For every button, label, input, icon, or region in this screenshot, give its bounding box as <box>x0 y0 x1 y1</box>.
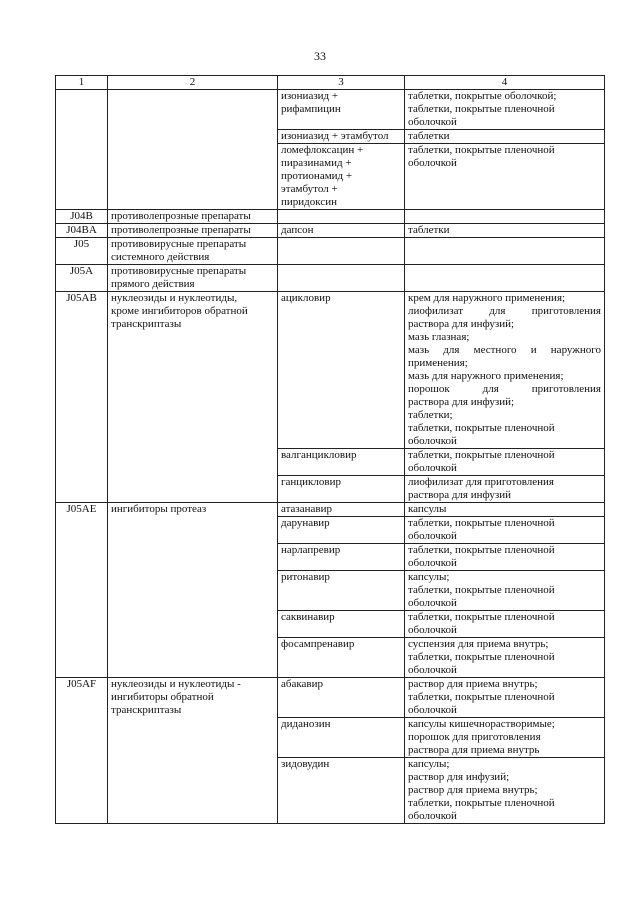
text-line: ритонавир <box>281 571 330 583</box>
dosage-form-line: оболочкой <box>408 597 457 609</box>
dosage-form-line: порошок для приготовления <box>408 731 541 743</box>
dosage-form-line: мазь глазная; <box>408 331 470 343</box>
text-line: ацикловир <box>281 292 331 304</box>
dosage-form-cell <box>405 611 605 638</box>
text-line: пиридоксин <box>281 196 337 208</box>
table-row <box>56 503 605 517</box>
text-line: кроме ингибиторов обратной <box>111 305 248 317</box>
dosage-form-line: таблетки, покрытые пленочной <box>408 422 555 434</box>
dosage-form-line: оболочкой <box>408 704 457 716</box>
drug-name-cell <box>278 224 405 238</box>
text-line: дапсон <box>281 224 314 236</box>
dosage-form-cell <box>405 449 605 476</box>
drug-name-cell <box>278 718 405 758</box>
text-line: рифампицин <box>281 103 341 115</box>
text-line: саквинавир <box>281 611 335 623</box>
dosage-form-line: оболочкой <box>408 557 457 569</box>
text-line: транскриптазы <box>111 704 182 716</box>
dosage-form-cell <box>405 144 605 210</box>
drug-name-cell <box>278 144 405 210</box>
dosage-form-line: суспензия для приема внутрь; <box>408 638 549 650</box>
dosage-form-line: таблетки, покрытые пленочной <box>408 144 555 156</box>
column-header: 1 <box>56 76 108 90</box>
dosage-form-line: раствор для приема внутрь; <box>408 784 538 796</box>
group-name-cell <box>108 210 278 224</box>
table-row <box>56 678 605 718</box>
text-line: диданозин <box>281 718 331 730</box>
dosage-form-cell <box>405 130 605 144</box>
text-line: фосампренавир <box>281 638 355 650</box>
column-header: 3 <box>278 76 405 90</box>
text-line: изониазид + <box>281 90 339 102</box>
drug-table <box>55 75 605 824</box>
drug-name-cell <box>278 571 405 611</box>
dosage-form-line: раствора для приема внутрь <box>408 744 540 756</box>
group-name-cell <box>108 224 278 238</box>
group-name-cell <box>108 265 278 292</box>
table-row <box>56 224 605 238</box>
text-line: дарунавир <box>281 517 330 529</box>
atc-code-cell <box>56 90 108 210</box>
atc-code-cell: J05 <box>56 238 108 265</box>
text-line: атазанавир <box>281 503 332 515</box>
dosage-form-line: капсулы кишечнорастворимые; <box>408 718 555 730</box>
dosage-form-line: таблетки, покрытые пленочной <box>408 544 555 556</box>
page-number: 33 <box>314 49 326 63</box>
dosage-form-line: оболочкой <box>408 462 457 474</box>
table-row <box>56 238 605 265</box>
dosage-form-line: оболочкой <box>408 664 457 676</box>
drug-name-cell <box>278 611 405 638</box>
dosage-form-cell <box>405 503 605 517</box>
dosage-form-line: порошок для приготовления <box>408 383 601 395</box>
dosage-form-line: оболочкой <box>408 157 457 169</box>
atc-code-cell: J05AF <box>56 678 108 824</box>
dosage-form-line: мазь для местного и наружного <box>408 344 601 356</box>
dosage-form-cell <box>405 517 605 544</box>
table-header-row <box>56 76 605 90</box>
text-line: ганцикловир <box>281 476 341 488</box>
text-line: нуклеозиды и нуклеотиды - <box>111 678 241 690</box>
text-line: противолепрозные препараты <box>111 224 251 236</box>
dosage-form-line: раствора для инфузий; <box>408 396 515 408</box>
dosage-form-line: таблетки, покрытые пленочной <box>408 449 555 461</box>
dosage-form-line: таблетки; <box>408 409 453 421</box>
dosage-form-line: таблетки, покрытые пленочной <box>408 584 555 596</box>
dosage-form-line: оболочкой <box>408 624 457 636</box>
dosage-form-cell <box>405 210 605 224</box>
dosage-form-cell <box>405 571 605 611</box>
dosage-form-line: таблетки <box>408 130 450 142</box>
drug-name-cell <box>278 544 405 571</box>
dosage-form-line: раствор для инфузий; <box>408 771 510 783</box>
dosage-form-line: мазь для наружного применения; <box>408 370 564 382</box>
dosage-form-line: раствор для приема внутрь; <box>408 678 538 690</box>
drug-name-cell <box>278 476 405 503</box>
table-row <box>56 292 605 449</box>
text-line: прямого действия <box>111 278 195 290</box>
dosage-form-line: лиофилизат для приготовления <box>408 476 554 488</box>
drug-name-cell <box>278 292 405 449</box>
text-line: противолепрозные препараты <box>111 210 251 222</box>
text-line: системного действия <box>111 251 210 263</box>
drug-name-cell <box>278 449 405 476</box>
drug-name-cell <box>278 265 405 292</box>
dosage-form-cell <box>405 638 605 678</box>
dosage-form-line: таблетки, покрытые пленочной <box>408 103 555 115</box>
text-line: ломефлоксацин + <box>281 144 364 156</box>
text-line: нуклеозиды и нуклеотиды, <box>111 292 238 304</box>
group-name-cell <box>108 90 278 210</box>
column-header: 2 <box>108 76 278 90</box>
table-row <box>56 265 605 292</box>
dosage-form-line: оболочкой <box>408 435 457 447</box>
atc-code-cell: J05A <box>56 265 108 292</box>
group-name-cell <box>108 678 278 824</box>
atc-code-cell: J04B <box>56 210 108 224</box>
dosage-form-line: крем для наружного применения; <box>408 292 566 304</box>
atc-code-cell: J05AE <box>56 503 108 678</box>
dosage-form-line: таблетки, покрытые пленочной <box>408 691 555 703</box>
dosage-form-cell <box>405 718 605 758</box>
text-line: абакавир <box>281 678 324 690</box>
text-line: ингибиторы обратной <box>111 691 214 703</box>
drug-name-cell <box>278 210 405 224</box>
dosage-form-cell <box>405 476 605 503</box>
text-line: этамбутол + <box>281 183 338 195</box>
dosage-form-cell <box>405 238 605 265</box>
dosage-form-line: капсулы; <box>408 758 450 770</box>
column-header: 4 <box>405 76 605 90</box>
group-name-cell <box>108 238 278 265</box>
drug-name-cell <box>278 90 405 130</box>
dosage-form-cell <box>405 90 605 130</box>
dosage-form-cell <box>405 224 605 238</box>
drug-name-cell <box>278 503 405 517</box>
text-line: зидовудин <box>281 758 330 770</box>
dosage-form-cell <box>405 265 605 292</box>
dosage-form-line: раствора для инфузий; <box>408 318 515 330</box>
dosage-form-line: капсулы; <box>408 571 450 583</box>
dosage-form-line: применения; <box>408 357 468 369</box>
atc-code-cell: J05AB <box>56 292 108 503</box>
drug-name-cell <box>278 758 405 824</box>
dosage-form-line: оболочкой <box>408 530 457 542</box>
dosage-form-cell <box>405 678 605 718</box>
dosage-form-line: таблетки <box>408 224 450 236</box>
drug-name-cell <box>278 130 405 144</box>
text-line: противовирусные препараты <box>111 238 247 250</box>
text-line: валганцикловир <box>281 449 357 461</box>
dosage-form-line: таблетки, покрытые оболочкой; <box>408 90 557 102</box>
dosage-form-line: таблетки, покрытые пленочной <box>408 611 555 623</box>
text-line: нарлапревир <box>281 544 341 556</box>
text-line: транскриптазы <box>111 318 182 330</box>
drug-name-cell <box>278 517 405 544</box>
dosage-form-cell <box>405 544 605 571</box>
dosage-form-cell <box>405 292 605 449</box>
dosage-form-line: таблетки, покрытые пленочной <box>408 651 555 663</box>
text-line: противовирусные препараты <box>111 265 247 277</box>
text-line: ингибиторы протеаз <box>111 503 207 515</box>
drug-name-cell <box>278 238 405 265</box>
dosage-form-line: лиофилизат для приготовления <box>408 305 601 317</box>
dosage-form-line: раствора для инфузий <box>408 489 511 501</box>
table-body <box>56 90 605 824</box>
dosage-form-line: таблетки, покрытые пленочной <box>408 797 555 809</box>
group-name-cell <box>108 292 278 503</box>
table-row <box>56 210 605 224</box>
dosage-form-cell <box>405 758 605 824</box>
drug-name-cell <box>278 638 405 678</box>
dosage-form-line: оболочкой <box>408 810 457 822</box>
dosage-form-line: оболочкой <box>408 116 457 128</box>
table-row <box>56 90 605 130</box>
drug-name-cell <box>278 678 405 718</box>
atc-code-cell: J04BA <box>56 224 108 238</box>
dosage-form-line: капсулы <box>408 503 447 515</box>
text-line: протионамид + <box>281 170 353 182</box>
text-line: пиразинамид + <box>281 157 352 169</box>
dosage-form-line: таблетки, покрытые пленочной <box>408 517 555 529</box>
group-name-cell <box>108 503 278 678</box>
text-line: изониазид + этамбутол <box>281 130 389 142</box>
